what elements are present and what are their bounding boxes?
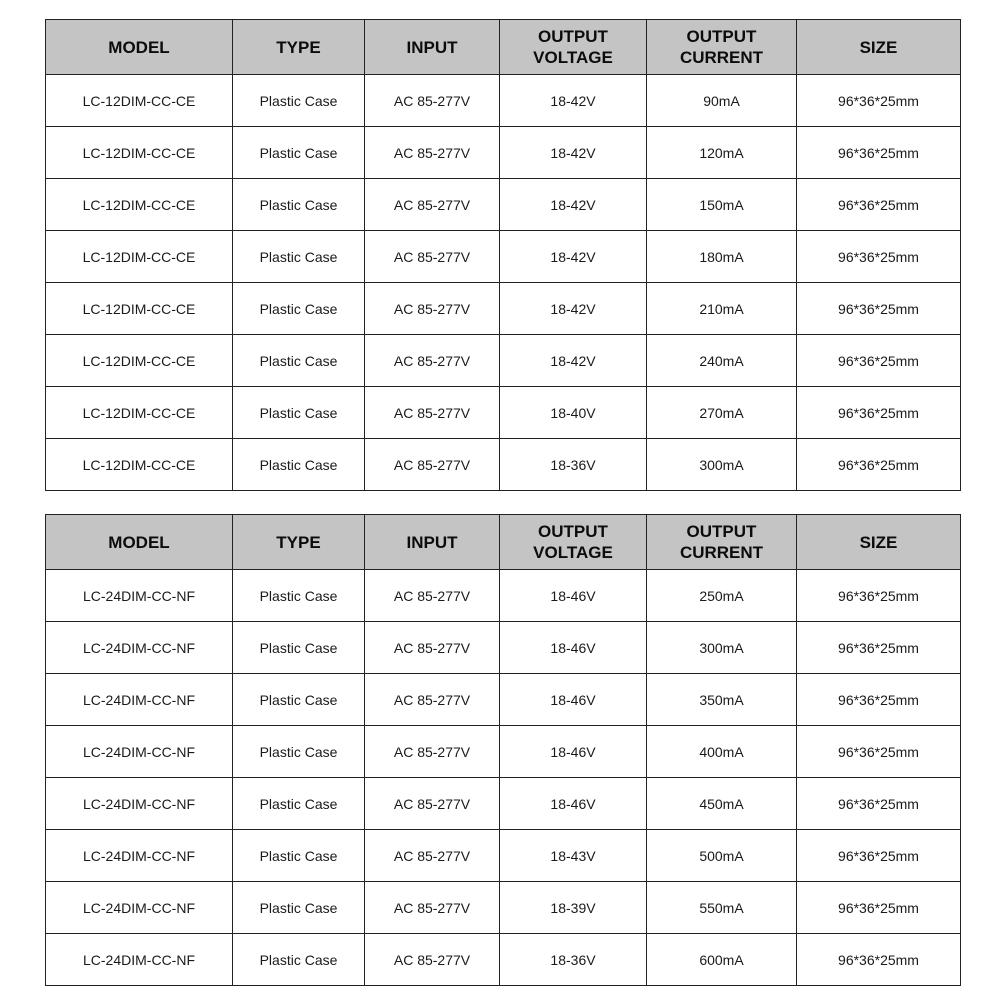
cell-model: LC-12DIM-CC-CE	[46, 179, 233, 231]
cell-model: LC-12DIM-CC-CE	[46, 127, 233, 179]
table-row	[46, 934, 961, 986]
cell-output-voltage: 18-42V	[500, 127, 647, 179]
cell-output-voltage: 18-42V	[500, 231, 647, 283]
cell-input: AC 85-277V	[365, 335, 500, 387]
cell-model: LC-24DIM-CC-NF	[46, 882, 233, 934]
cell-type: Plastic Case	[233, 882, 365, 934]
cell-type: Plastic Case	[233, 570, 365, 622]
table-row	[46, 830, 961, 882]
cell-input: AC 85-277V	[365, 570, 500, 622]
cell-size: 96*36*25mm	[797, 882, 961, 934]
header-output-voltage-line2: VOLTAGE	[533, 543, 613, 562]
cell-output-voltage: 18-46V	[500, 726, 647, 778]
cell-size: 96*36*25mm	[797, 335, 961, 387]
header-type: TYPE	[233, 20, 365, 75]
cell-type: Plastic Case	[233, 75, 365, 127]
header-input: INPUT	[365, 515, 500, 570]
cell-size: 96*36*25mm	[797, 387, 961, 439]
cell-output-current: 350mA	[647, 674, 797, 726]
cell-input: AC 85-277V	[365, 674, 500, 726]
cell-type: Plastic Case	[233, 231, 365, 283]
table-row	[46, 778, 961, 830]
header-output-current-line2: CURRENT	[679, 543, 764, 562]
cell-input: AC 85-277V	[365, 778, 500, 830]
cell-type: Plastic Case	[233, 335, 365, 387]
cell-input: AC 85-277V	[365, 231, 500, 283]
cell-type: Plastic Case	[233, 934, 365, 986]
header-row	[46, 515, 961, 570]
cell-output-voltage: 18-42V	[500, 283, 647, 335]
table-row	[46, 75, 961, 127]
header-output-current-line2: CURRENT	[679, 48, 764, 67]
cell-output-current: 300mA	[647, 439, 797, 491]
cell-input: AC 85-277V	[365, 439, 500, 491]
cell-size: 96*36*25mm	[797, 75, 961, 127]
cell-size: 96*36*25mm	[797, 439, 961, 491]
cell-type: Plastic Case	[233, 179, 365, 231]
table-row	[46, 283, 961, 335]
header-type: TYPE	[233, 515, 365, 570]
cell-output-current: 550mA	[647, 882, 797, 934]
cell-size: 96*36*25mm	[797, 570, 961, 622]
cell-size: 96*36*25mm	[797, 726, 961, 778]
cell-type: Plastic Case	[233, 726, 365, 778]
cell-output-voltage: 18-43V	[500, 830, 647, 882]
cell-output-voltage: 18-46V	[500, 622, 647, 674]
cell-output-current: 300mA	[647, 622, 797, 674]
cell-output-voltage: 18-36V	[500, 934, 647, 986]
cell-type: Plastic Case	[233, 778, 365, 830]
cell-output-current: 450mA	[647, 778, 797, 830]
cell-input: AC 85-277V	[365, 283, 500, 335]
cell-output-current: 90mA	[647, 75, 797, 127]
cell-model: LC-12DIM-CC-CE	[46, 283, 233, 335]
header-output-voltage-line1: OUTPUT	[538, 27, 608, 46]
cell-size: 96*36*25mm	[797, 674, 961, 726]
cell-output-current: 270mA	[647, 387, 797, 439]
cell-model: LC-24DIM-CC-NF	[46, 674, 233, 726]
table-row	[46, 387, 961, 439]
header-size: SIZE	[797, 515, 961, 570]
cell-output-current: 250mA	[647, 570, 797, 622]
cell-output-voltage: 18-42V	[500, 335, 647, 387]
cell-model: LC-24DIM-CC-NF	[46, 830, 233, 882]
table-row	[46, 179, 961, 231]
table-row	[46, 674, 961, 726]
cell-model: LC-12DIM-CC-CE	[46, 231, 233, 283]
cell-size: 96*36*25mm	[797, 830, 961, 882]
table-row	[46, 231, 961, 283]
header-model: MODEL	[46, 515, 233, 570]
cell-output-voltage: 18-42V	[500, 75, 647, 127]
cell-input: AC 85-277V	[365, 934, 500, 986]
table-row	[46, 439, 961, 491]
cell-size: 96*36*25mm	[797, 934, 961, 986]
cell-output-voltage: 18-46V	[500, 674, 647, 726]
cell-type: Plastic Case	[233, 830, 365, 882]
table-row	[46, 570, 961, 622]
cell-model: LC-12DIM-CC-CE	[46, 335, 233, 387]
header-output-voltage-line2: VOLTAGE	[533, 48, 613, 67]
cell-model: LC-12DIM-CC-CE	[46, 75, 233, 127]
spec-table-12dim	[45, 19, 961, 491]
cell-output-voltage: 18-40V	[500, 387, 647, 439]
cell-input: AC 85-277V	[365, 387, 500, 439]
table-row	[46, 127, 961, 179]
header-output-voltage-line1: OUTPUT	[538, 522, 608, 541]
cell-output-current: 120mA	[647, 127, 797, 179]
cell-output-voltage: 18-46V	[500, 778, 647, 830]
cell-output-current: 400mA	[647, 726, 797, 778]
table-row	[46, 882, 961, 934]
cell-input: AC 85-277V	[365, 75, 500, 127]
cell-size: 96*36*25mm	[797, 179, 961, 231]
cell-input: AC 85-277V	[365, 179, 500, 231]
header-output-voltage	[500, 20, 647, 75]
cell-size: 96*36*25mm	[797, 622, 961, 674]
table-row	[46, 726, 961, 778]
cell-size: 96*36*25mm	[797, 283, 961, 335]
cell-output-current: 240mA	[647, 335, 797, 387]
cell-model: LC-12DIM-CC-CE	[46, 439, 233, 491]
cell-type: Plastic Case	[233, 439, 365, 491]
cell-type: Plastic Case	[233, 283, 365, 335]
cell-input: AC 85-277V	[365, 830, 500, 882]
spec-table-24dim	[45, 514, 961, 986]
cell-output-current: 500mA	[647, 830, 797, 882]
cell-output-current: 150mA	[647, 179, 797, 231]
cell-model: LC-12DIM-CC-CE	[46, 387, 233, 439]
cell-model: LC-24DIM-CC-NF	[46, 778, 233, 830]
cell-output-current: 180mA	[647, 231, 797, 283]
cell-size: 96*36*25mm	[797, 127, 961, 179]
cell-output-voltage: 18-42V	[500, 179, 647, 231]
cell-type: Plastic Case	[233, 674, 365, 726]
cell-size: 96*36*25mm	[797, 231, 961, 283]
cell-model: LC-24DIM-CC-NF	[46, 622, 233, 674]
header-output-voltage	[500, 515, 647, 570]
cell-output-voltage: 18-46V	[500, 570, 647, 622]
table-row	[46, 335, 961, 387]
cell-output-voltage: 18-36V	[500, 439, 647, 491]
header-input: INPUT	[365, 20, 500, 75]
header-output-current-line1: OUTPUT	[686, 522, 757, 541]
header-output-current	[647, 515, 797, 570]
header-output-current	[647, 20, 797, 75]
table-row	[46, 622, 961, 674]
cell-input: AC 85-277V	[365, 726, 500, 778]
header-model: MODEL	[46, 20, 233, 75]
header-output-current-line1: OUTPUT	[686, 27, 757, 46]
cell-model: LC-24DIM-CC-NF	[46, 726, 233, 778]
cell-type: Plastic Case	[233, 127, 365, 179]
cell-model: LC-24DIM-CC-NF	[46, 934, 233, 986]
cell-input: AC 85-277V	[365, 127, 500, 179]
cell-output-voltage: 18-39V	[500, 882, 647, 934]
header-row	[46, 20, 961, 75]
cell-type: Plastic Case	[233, 387, 365, 439]
cell-output-current: 210mA	[647, 283, 797, 335]
cell-input: AC 85-277V	[365, 882, 500, 934]
cell-type: Plastic Case	[233, 622, 365, 674]
cell-output-current: 600mA	[647, 934, 797, 986]
header-size: SIZE	[797, 20, 961, 75]
cell-size: 96*36*25mm	[797, 778, 961, 830]
cell-input: AC 85-277V	[365, 622, 500, 674]
cell-model: LC-24DIM-CC-NF	[46, 570, 233, 622]
